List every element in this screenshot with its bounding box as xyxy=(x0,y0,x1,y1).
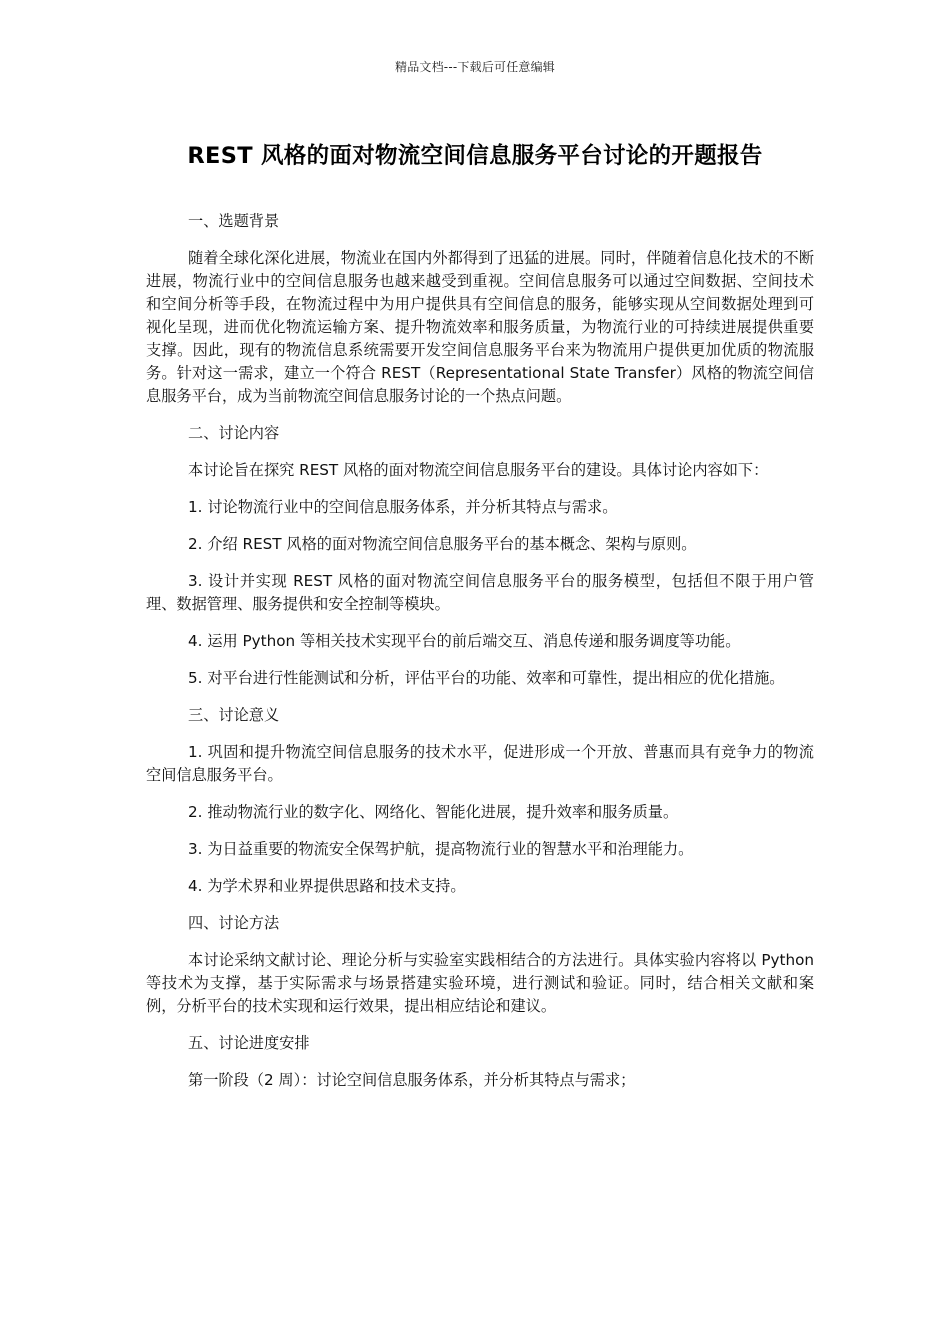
paragraph: 随着全球化深化进展，物流业在国内外都得到了迅猛的进展。同时，伴随着信息化技术的不断进展，物流行业中的空间信息服务也越来越受到重视。空间信息服务可以通过空间数据、空间技术和空间分析等手段，在物流过程中为用户提供具有空间信息的服务，能够实现从空间数据处理到可视化呈现，进而优化物流运输方案、提升物流效率和服务质量，为物流行业的可持续进展提供重要支撑。因此，现有的物流信息系统需要开发空间信息服务平台来为物流用户提供更加优质的物流服务。针对这一需求，建立一个符合 REST（Representational State Transfer）风格的物流空间信息服务平台，成为当前物流空间信息服务讨论的一个热点问题。 xyxy=(146,249,814,405)
section-heading: 四、讨论方法 xyxy=(188,914,280,932)
section-heading: 二、讨论内容 xyxy=(188,424,280,442)
document-title: REST 风格的面对物流空间信息服务平台讨论的开题报告 xyxy=(187,143,763,169)
list-item: 3. 为日益重要的物流安全保驾护航，提高物流行业的智慧水平和治理能力。 xyxy=(188,840,694,858)
section-heading: 三、讨论意义 xyxy=(188,706,280,724)
paragraph: 第一阶段（2 周）：讨论空间信息服务体系，并分析其特点与需求； xyxy=(188,1071,636,1089)
list-item: 2. 推动物流行业的数字化、网络化、智能化进展，提升效率和服务质量。 xyxy=(188,803,679,821)
page-header: 精品文档---下载后可任意编辑 xyxy=(395,60,555,74)
paragraph: 本讨论采纳文献讨论、理论分析与实验室实践相结合的方法进行。具体实验内容将以 Python 等技术为支撑，基于实际需求与场景搭建实验环境，进行测试和验证。同时，结合相关文献和案例，分析平台的技术实现和运行效果，提出相应结论和建议。 xyxy=(146,951,814,1015)
list-item: 2. 介绍 REST 风格的面对物流空间信息服务平台的基本概念、架构与原则。 xyxy=(188,535,697,553)
paragraph: 本讨论旨在探究 REST 风格的面对物流空间信息服务平台的建设。具体讨论内容如下： xyxy=(188,461,769,479)
list-item: 4. 运用 Python 等相关技术实现平台的前后端交互、消息传递和服务调度等功能。 xyxy=(188,632,741,650)
list-item: 4. 为学术界和业界提供思路和技术支持。 xyxy=(188,877,466,895)
list-item: 1. 讨论物流行业中的空间信息服务体系，并分析其特点与需求。 xyxy=(188,498,618,516)
list-item: 3. 设计并实现 REST 风格的面对物流空间信息服务平台的服务模型，包括但不限于用户管理、数据管理、服务提供和安全控制等模块。 xyxy=(146,572,814,613)
section-heading: 五、讨论进度安排 xyxy=(188,1034,310,1052)
list-item: 1. 巩固和提升物流空间信息服务的技术水平，促进形成一个开放、普惠而具有竞争力的物流空间信息服务平台。 xyxy=(146,743,814,784)
section-heading: 一、选题背景 xyxy=(188,212,280,230)
document-body xyxy=(146,210,814,1106)
list-item: 5. 对平台进行性能测试和分析，评估平台的功能、效率和可靠性，提出相应的优化措施。 xyxy=(188,669,785,687)
